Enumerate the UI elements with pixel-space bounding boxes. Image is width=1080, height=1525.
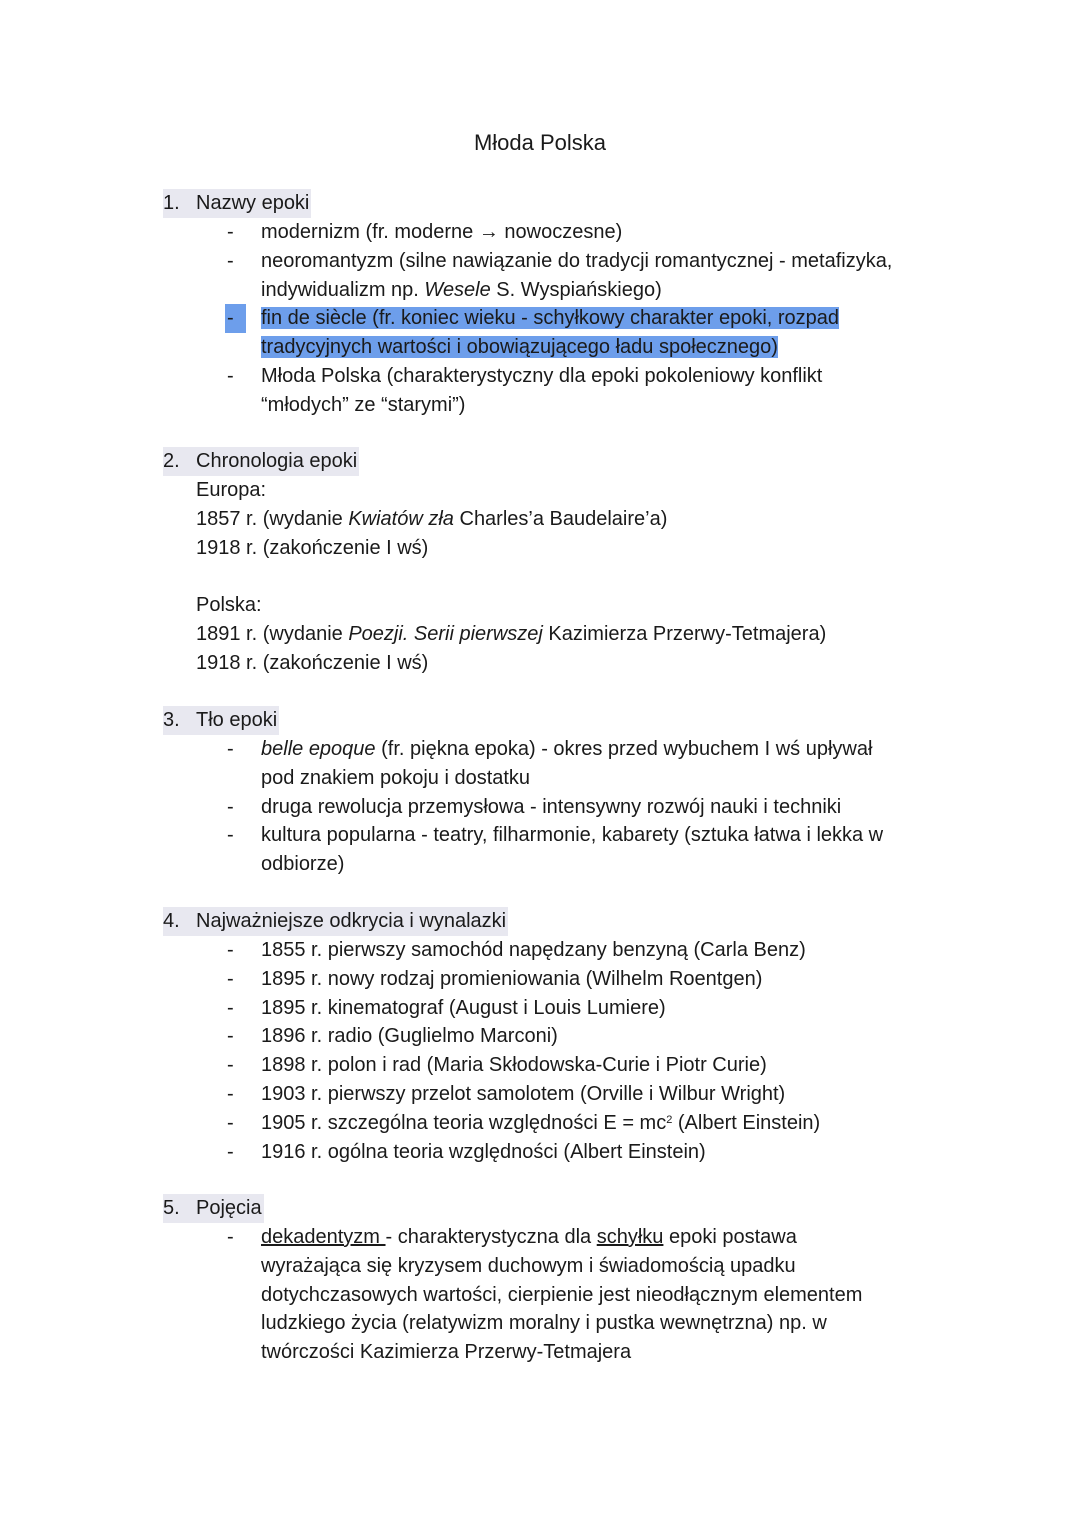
list-item: - kultura popularna - teatry, filharmonie, kabarety (sztuka łatwa i lekka w odbiorze) [227, 824, 884, 876]
text-line: 1891 r. (wydanie Poezji. Serii pierwszej Kazimierza Przerwy-Tetmajera) [196, 622, 827, 645]
list-item: - 1898 r. polon i rad (Maria Skłodowska-Curie i Piotr Curie) [227, 1054, 767, 1077]
list-item: - druga rewolucja przemysłowa - intensywny rozwój nauki i techniki [227, 795, 842, 818]
list-item: - 1895 r. nowy rodzaj promieniowania (Wilhelm Roentgen) [227, 967, 763, 990]
list-item: - Młoda Polska (charakterystyczny dla epoki pokoleniowy konflikt “młodych” ze “starymi”) [227, 364, 823, 416]
list-item: - belle epoque (fr. piękna epoka) - okres przed wybuchem I wś upływał pod znakiem pokoju i dostatku [227, 738, 873, 789]
europe-label: Europa: [196, 479, 267, 501]
section-heading: 4. Najważniejsze odkrycia i wynalazki [163, 907, 508, 936]
list-item: - 1903 r. pierwszy przelot samolotem (Orville i Wilbur Wright) [227, 1082, 786, 1105]
highlighted-list-item: - fin de siècle (fr. koniec wieku - schyłkowy charakter epoki, rozpad tradycyjnych wartości i obowiązującego ładu społecznego) [163, 304, 963, 362]
text-line: 1918 r. (zakończenie I wś) [196, 536, 429, 559]
highlighted-text: fin de siècle (fr. koniec wieku - schyłkowy charakter epoki, rozpad [261, 307, 840, 330]
page-title: Młoda Polska [473, 130, 607, 155]
list-item: - neoromantyzm (silne nawiązanie do tradycji romantycznej - metafizyka, indywidualizm np. Wesele S. Wyspiańskiego) [227, 249, 893, 301]
section-heading: 1. Nazwy epoki [163, 189, 311, 218]
section-heading: 2. Chronologia epoki [163, 447, 359, 476]
poland-label: Polska: [196, 594, 262, 617]
text-line: 1857 r. (wydanie Kwiatów zła Charles’a Baudelaire’a) [196, 507, 668, 530]
list-item: - 1895 r. kinematograf (August i Louis Lumiere) [227, 996, 666, 1019]
list-item: - 1905 r. szczególna teoria względności $E = mc^2$ (Albert Einstein) [227, 1111, 821, 1134]
section-chronologia-epoki [163, 447, 963, 678]
list-item: - modernizm (fr. moderne → nowoczesne) [227, 221, 623, 243]
list-item: - 1896 r. radio (Guglielmo Marconi) [227, 1025, 558, 1048]
section-heading: 5. Pojęcia [163, 1194, 264, 1223]
section-pojecia [163, 1194, 963, 1367]
section-tlo-epoki [163, 706, 963, 879]
text-line: 1918 r. (zakończenie I wś) [196, 651, 429, 674]
list-item: - dekadentyzm - charakterystyczna dla schyłku epoki postawa wyrażająca się kryzysem duchowym i świadomością upadku dotychczasowych wartości, cierpienie jest nieodłącznym elementem ludzkiego życia (relatywizm moralny i pustka wewnętrzna) np. w twórczości Kazimierza Przerwy-Tetmajera [227, 1226, 863, 1364]
section-heading: 3. Tło epoki [163, 706, 279, 735]
section-nazwy-epoki [163, 189, 963, 420]
list-item: - 1855 r. pierwszy samochód napędzany benzyną (Carla Benz) [227, 939, 806, 961]
term-dekadentyzm: dekadentyzm [261, 1226, 386, 1248]
highlighted-text: tradycyjnych wartości i obowiązującego ładu społecznego) [261, 336, 778, 359]
section-odkrycia-i-wynalazki [163, 907, 963, 1166]
list-item: - 1916 r. ogólna teoria względności (Albert Einstein) [227, 1140, 706, 1163]
